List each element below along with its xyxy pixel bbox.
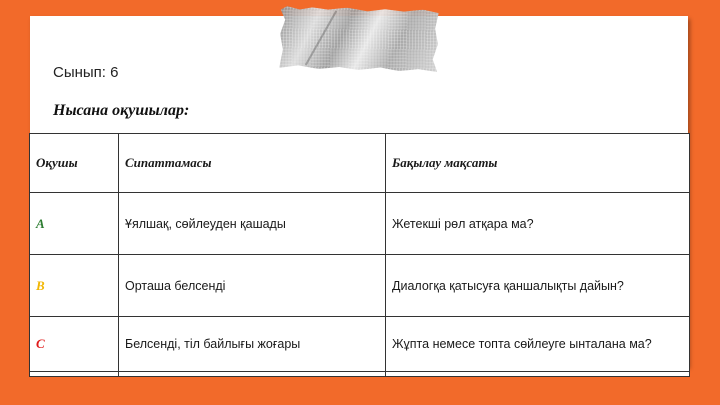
table-row (30, 255, 690, 317)
grade-cell (30, 193, 119, 255)
observation-table (29, 133, 690, 377)
table-row-empty (30, 372, 690, 377)
table-header-row (30, 134, 690, 193)
goal-cell: Жетекші рөл атқара ма? (386, 193, 690, 255)
goal-cell: Жұпта немесе топта сөйлеуге ынталана ма? (386, 317, 690, 372)
column-header-student: Оқушы (30, 134, 119, 193)
goal-cell: Диалогқа қатысуға қаншалықты дайын? (386, 255, 690, 317)
table-row (30, 193, 690, 255)
grade-cell (30, 317, 119, 372)
description-cell: Ұялшақ, сөйлеуден қашады (119, 193, 386, 255)
target-students-heading: Нысана оқушылар: (53, 102, 190, 119)
grade-label: A (36, 215, 45, 231)
grade-label: C (36, 336, 45, 351)
description-cell: Белсенді, тіл байлығы жоғары (119, 317, 386, 372)
column-header-goal: Бақылау мақсаты (386, 134, 690, 193)
grade-cell (30, 255, 119, 317)
column-header-description: Сипаттамасы (119, 134, 386, 193)
tape-decoration (279, 6, 439, 72)
table-row (30, 317, 690, 372)
class-line: Сынып: 6 (53, 64, 119, 81)
description-cell: Орташа белсенді (119, 255, 386, 317)
grade-label: B (36, 277, 45, 293)
